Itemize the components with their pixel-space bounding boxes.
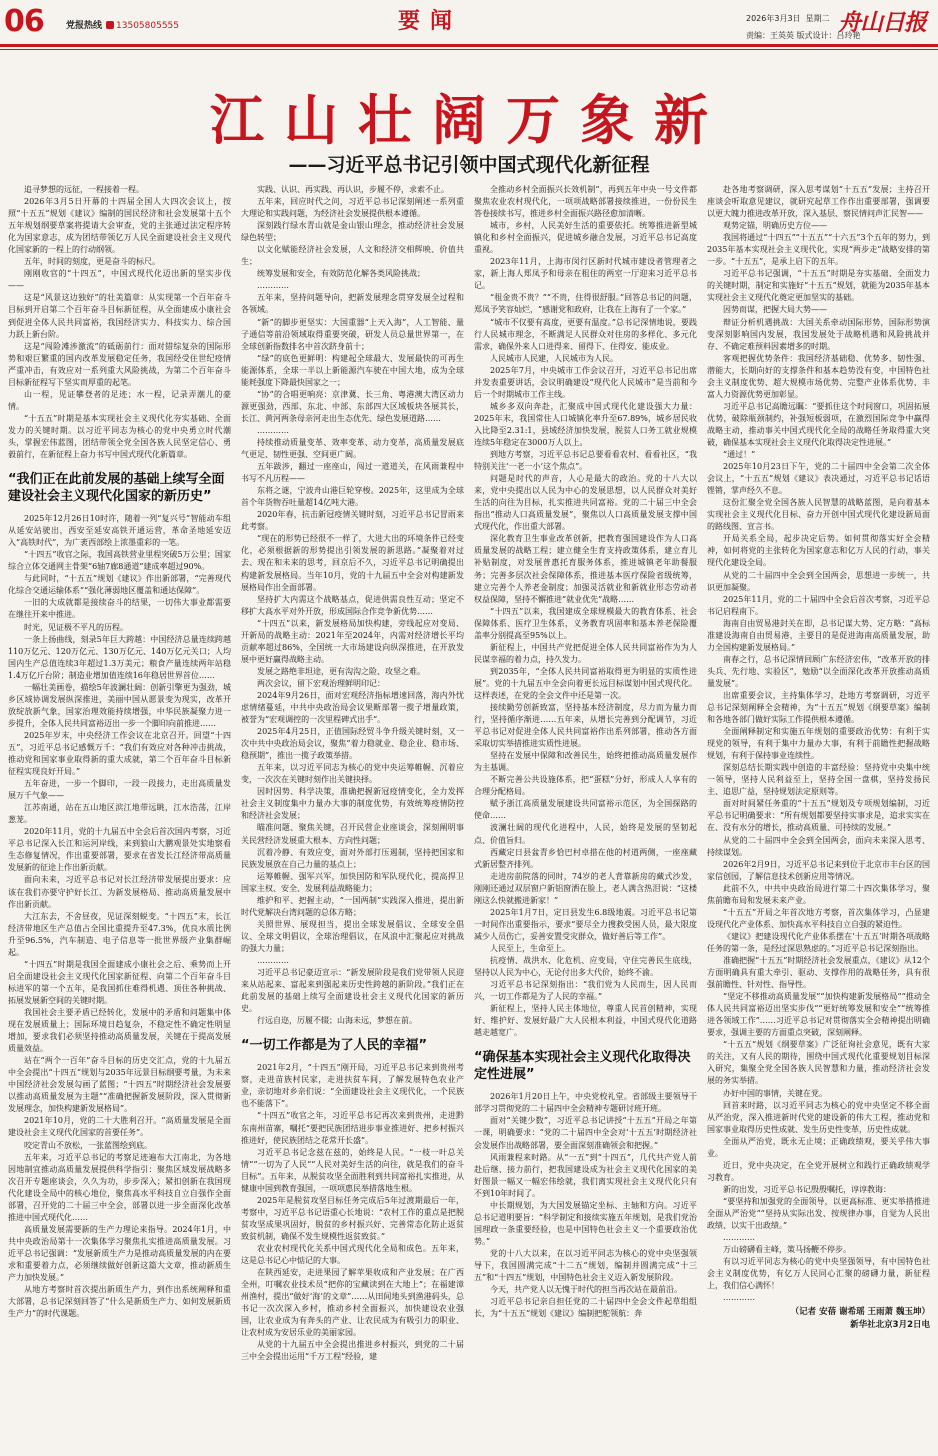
paragraph: 五年来，习近平总书记的考察足迹遍布大江南北，为各地因地制宜推动高质量发展提供科学指引：聚焦区域发展战略多次召开专题座谈会，久久为功，步步深入；紧扣创新在我国现代化建设全局中的核心地位，聚焦高水平科技自立自强作全面部署，召开党的二十届三中全会，部署以进一步全面深化改革推进中国式现代化……	[8, 1152, 231, 1222]
paragraph: 近日，党中央决定，在全党开展树立和践行正确政绩观学习教育。	[707, 1160, 930, 1182]
paragraph: 发展之路绝非坦途，更有沟沟之险、攻坚之难。	[257, 666, 425, 676]
paragraph: 人民至上，生命至上。	[490, 943, 570, 953]
header-rule	[0, 44, 938, 47]
paragraph: 人民城市人民建，人民城市为人民。	[490, 353, 618, 363]
paragraph: 高质量发展需要新的生产力理论来指导。2024年1月，中共中央政治局第十一次集体学习聚焦扎实推进高质量发展。习近平总书记强调：“发展新质生产力是推动高质量发展的内在要求和重要着力点，必须继续做好创新这篇大文章，推动新质生产力加快发展。”	[8, 1224, 231, 1283]
section-heading: “确保基本实现社会主义现代化取得决定性进展”	[474, 1050, 691, 1083]
paragraph: 从党的二十届四中全会到全国两会，思想进一步统一，共识更加凝聚。	[707, 570, 930, 592]
paragraph: 五年来，以习近平同志为核心的党中央运筹帷幄、沉着应变，一次次在关键时刻作出关键抉择。	[241, 763, 464, 785]
paragraph: 新的出发，习近平总书记殷殷嘱托，谆谆教诲：	[723, 1184, 891, 1194]
section-title: 要闻	[398, 9, 463, 34]
paragraph: 回首来时路，以习近平同志为核心的党中央坚定不移全面从严治党，深入推进新时代党的建设新的伟大工程，推动党和国家事业取得历史性成就、发生历史性变革，历史性成就。	[707, 1100, 930, 1134]
paragraph: “租金贵不贵？”“不贵，住得很舒服。”回答总书记的问题，郑凤予笑容灿烂，“感谢党和政府，让我在上海有了一个家。”	[474, 293, 697, 315]
paragraph: 万山磅礴看主峰，策马扬鞭不停步。	[723, 1245, 851, 1255]
paragraph: 坚持在发展中保障和改善民生，始终把推动高质量发展作为主基调。	[474, 751, 697, 773]
hotline-label: 党报热线	[66, 21, 103, 31]
paragraph: 2025年12月26日10时许，随着一列“复兴号”智能动车组从延安站驶出，西安至延安高铁开通运营，革命圣地延安迈入“高铁时代”，为广袤西部绘上浓墨重彩的一笔。	[8, 514, 231, 548]
paragraph: 全面阐释制定和实施五年规划的重要政治优势：有利于实现党的领导，有利于集中力量办大事，有利于前瞻性把握战略规划，有利于保持事业连续性。	[707, 727, 930, 761]
paragraph: 因时因势、科学决策，准确把握新冠疫情变化，全力发挥社会主义制度集中力量办大事的制度优势，有效统筹疫情防控和经济社会发展；	[241, 787, 464, 821]
paragraph: 开局关系全局，起步决定后势。如何贯彻落实好全会精神，如何将党的主张转化为国家意志和亿万人民的行动，事关现代化建设全局。	[707, 534, 930, 568]
page-number: 06	[4, 4, 44, 39]
paragraph: 这是“闯险滩涉激流”的砥砺前行：面对错综复杂的国际形势和艰巨繁重的国内改革发展稳定任务，我国经受住世纪疫情严重冲击，有效应对一系列重大风险挑战，为第二个百年奋斗目标新征程写下坚实而厚重的起笔。	[8, 341, 231, 387]
paragraph: 深刻践行绿水青山就是金山银山理念，推动经济社会发展绿色转型；	[241, 221, 464, 243]
paragraph: 赋予浙江高质量发展建设共同富裕示范区，为全国探路的使命……	[474, 799, 697, 821]
paragraph: 2025年11月，党的二十届四中全会后首次考察，习近平总书记启程南下。	[707, 594, 930, 616]
issue-weekday: 星期二	[805, 14, 830, 23]
paragraph: 面向未来，习近平总书记对长江经济带发展提出要求：应该在我们亦要守护好长江、为新发展格局、推动高质量发展中作出新贡献。	[8, 875, 231, 909]
paragraph: 五年来，坚持问题导向，把新发展理念贯穿发展全过程和各领域。	[241, 293, 464, 315]
paragraph: 我国将通过“十四五”“十五五”“十六五”3个五年的努力，到2035年基本实现社会主义现代化，实现“两步走”战略安排的第一步。“十五五”，是承上启下的五年。	[707, 233, 930, 267]
section-heading: “我们正在此前发展的基础上续写全面建设社会主义现代化国家的新历史”	[8, 472, 225, 505]
paragraph: 客观把握优势条件：我国经济基础稳、优势多、韧性强、潜能大，长期向好的支撑条件和基本趋势没有变，中国特色社会主义制度优势、超大规模市场优势、完整产业体系优势、丰富人力资源优势更加彰显。	[707, 353, 930, 399]
paragraph: 追寻梦想的远征，一程接着一程。	[24, 185, 144, 194]
paragraph: 五年来，回应时代之问，习近平总书记深刻阐述一系列重大理论和实践问题，为经济社会发展提供根本遵循。	[241, 197, 464, 219]
paragraph: 我国社会主要矛盾已经转化，发展中的矛盾和问题集中体现在发展质量上；国际环境日趋复杂，不稳定性不确定性明显增加，要求我们必须坚持推动高质量发展，关键在于提高发展质量效益。	[8, 1008, 231, 1054]
paragraph: 瞄准问题、聚焦关键，召开民营企业座谈会，深刻阐明事关民营经济发展重大根本、方向性问题；	[241, 823, 464, 845]
paragraph: 一条上扬曲线，刻录5年巨大跨越：中国经济总量连续跨越110万亿元、120万亿元、130万亿元、140万亿元关口；人均国内生产总值连续3年超过1.3万美元；粮食产量连续两年站稳1.4万亿斤台阶；制造业增加值连续16年稳居世界首位……	[8, 634, 231, 680]
paragraph: 五年跋涉，翻过一座座山，闯过一道道关，在风雨兼程中书写不凡历程——	[241, 462, 464, 484]
paragraph: 习近平总书记亲自担任党的二十届四中全会文件起草组组长，为“十五五”规划《建议》编制把舵领航：奔	[474, 1297, 697, 1319]
paragraph: “通过！”	[723, 450, 756, 460]
paragraph: 一幅壮美画卷，描绘5年波澜壮阔：创新引擎更为强劲，城乡区域协调发展纵深推进，美丽中国从愿景变为现实，改革开放绽放新气象，国家治理效能持续增强，中华民族凝聚力进一步提升，全体人民共同富裕迈出一步一个脚印向前推进……	[8, 682, 231, 728]
section-heading: “一切工作都是为了人民的幸福”	[241, 1038, 428, 1054]
paragraph: 抗疫情、战洪水、化危机、应变局，守住完善民生底线，坚持以人民为中心，无论付出多大代价，始终不渝。	[474, 956, 697, 978]
paragraph: 海南自由贸易港封关在即，总书记谋大势、定方略：“高标准建设海南自由贸易港，主要目的是促进海南高质量发展，助力全国构建新发展格局。”	[707, 618, 930, 652]
dateline-agency: 新华社北京3月2日电	[850, 1320, 930, 1331]
paragraph: 新征程上，坚持人民主体地位，尊重人民首创精神，实现好、维护好、发展好最广大人民根本利益，中国式现代化道路越走越宽广。	[474, 1004, 697, 1038]
paragraph: 中长期规划，为大国发展锚定坐标、主轴和方向。习近平总书记道明要旨：“科学制定和接续实施五年规划，是我们党治国理政一条重要经验，也是中国特色社会主义一个重要政治优势。”	[474, 1200, 697, 1246]
paragraph: 五年奋进，一步一个脚印，一段一段接力，走出高质量发展万千气象——	[8, 779, 231, 801]
paragraph: 站在“两个一百年”奋斗目标的历史交汇点，党的十九届五中全会提出“十四五”规划与2035年远景目标纲要考量，为未来中国经济社会发展勾画了蓝图；“十四五”时期经济社会发展要以推动高质量发展为主题”“准确把握新发展阶段，深入贯彻新发展理念，加快构建新发展格局”。	[8, 1056, 231, 1114]
paragraph: 2023年11月，上海市闵行区新时代城市建设者管理者之家，新上海人郑凤予和母亲在租住的两室一厅迎来习近平总书记。	[474, 257, 697, 291]
date-line	[746, 13, 830, 24]
paragraph: 维护和平、把握主动，“一国两制”实践深入推进，提出新时代党解决台湾问题的总体方略；	[241, 895, 464, 917]
paragraph: 2025年10月23日下午，党的二十届四中全会第二次全体会议上，“十五五”规划《建议》表决通过，习近平总书记话语铿锵，掌声经久不息。	[707, 462, 930, 496]
paragraph: “十四五”收官之年，习近平总书记再次来到贵州，走进黔东南州苗寨，嘱托“要把民族团结进步事业推进好、把乡村振兴推进好，使民族团结之花常开长盛”。	[241, 1111, 464, 1145]
paragraph: 观势定锚，明确历史方位——	[723, 221, 827, 231]
paragraph: 一旧的大成就都是接续奋斗的结果，一切伟大事业都需要在继往开来中推进。	[8, 598, 231, 620]
paragraph: 行远自迩，厉履不辍；山海未远，梦想在前。	[257, 1016, 417, 1026]
article-column	[474, 184, 697, 1442]
article-column	[707, 184, 930, 1442]
paragraph: “城市不仅要有高度，更要有温度。”总书记深情地说，要践行人民城市理念，不断满足人民群众对住房的多样化、多元化需求，确保外来人口进得来、留得下、住得安、能成业。	[474, 317, 697, 351]
paragraph: 2024年9月26日，面对宏观经济指标增速回落，海内外忧虑情绪蔓延，中共中央政治局会议果断部署一揽子增量政策，被誉为“宏观调控的一次里程碑式出手”。	[241, 690, 464, 725]
paragraph: 《建议》把建设现代化产业体系摆在‘十五五’时期各项战略任务的第一条，是经过深思熟虑的。”习近平总书记深刻指出。	[707, 931, 930, 953]
reporter-byline: （记者 安蓓 谢希瑶 王雨萧 魏玉坤）	[790, 1307, 930, 1318]
paragraph: 习近平总书记高瞻远瞩：“要抓住这个时间窗口，巩固拓展优势，破除瓶颈制约，补强短板弱项，在激烈国际竞争中赢得战略主动，推动事关中国式现代化全局的战略任务取得重大突破，确保基本实现社会主义现代化取得决定性进展。”	[707, 401, 930, 447]
paragraph: “坚定不移推动高质量发展”“加快构建新发展格局”“推动全体人民共同富裕迈出坚实步伐”“更好统筹发展和安全”“统筹推进各领域工作”……习近平总书记对贯彻落实全会精神提出明确要求，强调主要的方面重点突破，深刻阐释。	[707, 992, 930, 1038]
paragraph: 实践、认识、再实践、再认识，步履不停，求索不止。	[257, 185, 449, 194]
paragraph: 2020年11月，党的十九届五中全会后首次国内考察，习近平总书记深入长江和运河岸线，来到狼山大鹏观景处实地察看生态修复情况，作出重要部署，要求在省发长江经济带高质量发展新的征途上作出新贡献。	[8, 827, 231, 873]
paragraph: “现在的形势已经很不一样了，大进大出的环境条件已经变化，必须根据新的形势提出引领发展的新思路。”凝聚着对过去、现在和未来的思考，回京后不久，习近平总书记明确提出构建新发展格局。当年10月，党的十九届五中全会对构建新发展格局作出全面部署。	[241, 534, 464, 592]
paragraph: 城市，乡村，人民美好生活的重要依托。统筹推进新型城镇化和乡村全面振兴，促进城乡融合发展，习近平总书记高度重视。	[474, 221, 697, 255]
paragraph: 2025年岁末，中央经济工作会议在北京召开。回望“十四五”，习近平总书记感慨万千：“我们有效应对各种冲击挑战，推动党和国家事业取得新的重大成就，第二个百年奋斗目标新征程实现良好开局。”	[8, 730, 231, 777]
paragraph: 大江东去，不舍昼夜，见证深刻蜕变。“十四五”末，长江经济带地区生产总值占全国比重提升至47.3%，优良水质比例升至96.5%，汽车制造、电子信息等一批世界级产业集群崛起。	[8, 911, 231, 957]
paragraph: 风雨兼程来时路。从“一五”到“十四五”，几代共产党人前赴后继、接力前行，把我国建设成为社会主义现代化国家的美好图景一幅又一幅宏伟绘就，我们离实现社会主义现代化只有不到10年时间了。	[474, 1152, 697, 1198]
paragraph: 时光，见证极不平凡的历程。	[24, 622, 128, 632]
paragraph: 关照世界、展现担当，提出全球发展倡议、全球安全倡议、全球文明倡议，全球治理倡议，在风浪中汇聚起应对挑战的强大力量；	[241, 919, 464, 953]
hotline-number: 13505805555	[116, 21, 180, 31]
paragraph: 江苏南通，站在五山地区滨江地带远眺，江水浩荡，江岸葱茏。	[8, 803, 231, 825]
phone-icon	[106, 21, 114, 29]
paragraph: 波澜壮阔的现代化进程中，人民，始终是发展的坚韧起点、价值旨归。	[474, 823, 697, 845]
paragraph: 城乡多双向奔赴，汇聚成中国式现代化建设强大力量：2025年末，我国常住人口城镇化率升至67.89%，城乡居民收入比降至2.31:1，县域经济加快发展，脱贫人口务工就业规模连续5年稳定在3000万人以上。	[474, 401, 697, 447]
paragraph: 坚持扩大内需这个战略基点，促进供需良性互动；坚定不移扩大高水平对外开放，形成国际合作竞争新优势……	[241, 594, 464, 616]
paragraph: 从地方考察时首次提出新质生产力，到作出系统阐释和重大部署，总书记深刻回答了“什么是新质生产力、如何发展新质生产力”的时代课题。	[8, 1285, 231, 1319]
paragraph: 与此同时，“十五五”规划《建议》作出新部署，“完善现代化综合交通运输体系”“强化薄弱地区覆盖和通达保障”。	[8, 574, 231, 596]
paragraph: 这是“风景这边独好”的壮美篇章：从实现第一个百年奋斗目标到开启第二个百年奋斗目标新征程，从全面建成小康社会到促进全体人民共同富裕，我国经济实力、科技实力、综合国力跃上新台阶。	[8, 293, 231, 339]
article-body	[8, 184, 930, 1442]
paragraph: 南春之行，总书记深情回顾广东经济宏伟，“改革开放的排头兵、先行地、实验区”，勉励“以全面深化改革开放推动高质量发展”。	[707, 654, 930, 688]
paragraph: “新”的脚步更坚实：大国重器“上天入海”，人工智能、量子通信等前沿领域取得重要突破，研发人员总量世界第一，在全球创新指数排名中首次跻身前十；	[241, 317, 464, 351]
paragraph: 从党的十九届五中全会提出推进乡村振兴，到党的二十届三中全会提出运用“千万工程”经验，建	[241, 1340, 464, 1362]
editors-credit: 责编：王英英 版式设计：吕玲艳	[746, 31, 861, 40]
paragraph: 运筹帷幄、强军兴军，加快国防和军队现代化，提高捍卫国家主权、安全、发展利益战略能力；	[241, 871, 464, 893]
paragraph: “十五五”开局之年首次地方考察，首次集体学习，凸显建设现代化产业体系、加快高水平科技自立自强的紧迫性。	[707, 907, 930, 929]
paragraph: 面对时间紧任务重的“十五五”规划及专项规划编制，习近平总书记明确要求：“所有规划都要坚持实事求是，追求实实在在、没有水分的增长，推动高质量、可持续的发展。”	[707, 799, 930, 833]
paragraph: 深刻总结长期实践中创造的丰富经验：坚持党中央集中统一领导，坚持人民利益至上，坚持全国一盘棋，坚持发扬民主、追思广益，坚持规划法定原则等。	[707, 763, 930, 797]
paragraph: 习近平总书记豪迈宣示：“新发展阶段是我们党带领人民迎来从站起来、富起来到强起来历史性跨越的新阶段。”我们正在此前发展的基础上续写全面建设社会主义现代化国家的新历史。	[241, 968, 464, 1014]
paragraph: 2025年1月7日，定日县发生6.8级地震。习近平总书记第一时间作出重要指示，要求“要尽全力搜救受困人员，最大限度减少人员伤亡，妥善安置受灾群众，做好善后等工作”。	[474, 907, 697, 941]
issue-date: 2026年3月3日	[746, 14, 801, 23]
paragraph: 2021年2月，“十四五”刚开局，习近平总书记来到贵州考察，走进苗族村民家，走进扶贫车间，了解发展特色农业产业，亲切地对乡亲们说：“全面建设社会主义现代化，一个民族也不能落下”。	[241, 1063, 464, 1109]
article-column	[241, 184, 464, 1442]
paragraph: 从党的二十届四中全会到全国两会，面向未来深入思考、持续谋划。	[707, 835, 930, 857]
paragraph: 到2035年，“全体人民共同富裕取得更为明显的实质性进展”。党的十九届五中全会向着更长远目标谋划中国式现代化。这样表述，在党的全会文件中还是第一次。	[474, 666, 697, 700]
article-subtitle: ——习近平总书记引领中国式现代化新征程	[288, 154, 650, 176]
paragraph: 习近平总书记深刻指出：“我们党为人民而生，因人民而兴，一切工作都是为了人民的幸福。”	[474, 980, 697, 1002]
paragraph: “绿”的底色更鲜明：构建起全球最大、发展最快的可再生能源体系，全球一半以上新能源汽车驶在中国大地，成为全球能耗强度下降最快国家之一；	[241, 353, 464, 387]
paragraph: 持续推动质量变革、效率变革、动力变革，高质量发展底气更足、韧性更强、空间更广阔。	[241, 437, 464, 460]
paragraph: 咬定青山不放松，一张蓝图绘到底。	[24, 1140, 152, 1150]
paragraph: “十五五”时期是基本实现社会主义现代化夯实基础、全面发力的关键时期。以习近平同志为核心的党中央勇立时代潮头，掌握宏伟蓝图，团结带领全党全国各族人民坚定信心、勇毅前行，在新征程上奋力书写中国式现代化新篇章。	[8, 413, 231, 460]
paragraph: 刚刚收官的“十四五”，中国式现代化迈出新的坚实步伐——	[8, 269, 231, 291]
column-content	[707, 184, 930, 1304]
paragraph: 农业农村现代化关系中国式现代化全局和成色。五年来，这是总书记心中惦记的大事。	[241, 1243, 464, 1266]
article-headline: 江山壮阔万象新	[210, 89, 728, 152]
paragraph: 党的十八大以来，在以习近平同志为核心的党中央坚强领导下，我国圆满完成“十二五”规划，编制并圆满完成“十三五”和“十四五”规划，中国特色社会主义迈入新发展阶段。	[474, 1248, 697, 1283]
paragraph: 面对“关键少数”，习近平总书记讲授“十五五”开局之年第一课，明确要求：“党的二十届四中全会对‘十五五’时期经济社会发展作出战略部署，要全面深刻准确领会和把握。”	[474, 1116, 697, 1150]
paragraph: “协”的合唱更响亮：京津冀、长三角、粤港澳大湾区动力源更强劲，西部、东北、中部、东部四大区域板块各展其长，长江、黄河两条母亲河走出生态优先、绿色发展道路……	[241, 389, 464, 423]
paragraph: 2025年7月，中央城市工作会议召开，习近平总书记出席并发表重要讲话，会议明确建设“现代化人民城市”是当前和今后一个时期城市工作主线。	[474, 365, 697, 399]
paragraph: “十五五”规划《纲要草案》广泛征询社会意见，既有大家的关注，又有人民的期待，围绕中国式现代化重要规划目标深入研究，集聚全党全国各族人民智慧和力量，推动经济社会发展的务实举措。	[707, 1040, 930, 1086]
paragraph: “十四五”以来，新发展格局加快构建，旁线起应对变局、开新局的战略主动：2021年至2024年，内需对经济增长平均贡献率超过86%，全国统一大市场建设向纵深推进，在开放发展中更好赢得战略主动。	[241, 618, 464, 664]
paragraph: 赴各地考察调研，深入思考谋划“十五五”发展；主持召开座谈会听取意见建议，就研究起草工作作出重要部署，强调要以更大魄力推进改革开放，深入基层、察民情问声汇民智——	[707, 185, 930, 219]
paragraph: 山一程，见证攀登者的足迹；水一程，记录弄潮儿的豪情。	[8, 389, 231, 411]
paragraph: 因势而谋，把握大局大势——	[723, 305, 827, 315]
paragraph: “十四五”以来，我国建成全球规模最大的教育体系、社会保障体系、医疗卫生体系，义务教育巩固率和基本养老保险覆盖率分别提高至95%以上。	[474, 606, 697, 640]
paragraph: 全推动乡村全面振兴长效机制”，再到五年中央一号文件都聚焦农业农村现代化，一项项战略部署接续推进，一份份民生答卷接续书写，推进乡村全面振兴路径愈加清晰。	[474, 185, 697, 219]
paragraph: 今天，共产党人以无愧于时代的担当再次站在最前沿。	[490, 1285, 682, 1295]
paragraph: “十四五”时期是我国全面建成小康社会之后、乘势而上开启全面建设社会主义现代化国家新征程、向第二个百年奋斗目标进军的第一个五年，是我国抓住难得机遇、顶住各种挑战、拓展发展新空间的关键时期。	[8, 959, 231, 1005]
newspaper-logo: 舟山日报	[838, 9, 926, 36]
paragraph: 沉着冷静、有效应变，面对外部打压遏制，坚持把国家和民族发展放在自己力量的基点上；	[241, 847, 464, 869]
paragraph: 全面从严治党，既永无止境；正确政绩观，要关乎伟大事业。	[707, 1136, 930, 1158]
paragraph: 2026年2月9日，习近平总书记来到位于北京市丰台区的国家信创园，了解信息技术创新应用等情况。	[707, 859, 930, 881]
paragraph: 此前不久，中共中央政治局进行第二十四次集体学习，聚焦前瞻布局和发展未来产业。	[707, 883, 930, 905]
header-rule-thin	[0, 49, 938, 50]
paragraph: 办好中国的事情，关键在党。	[723, 1088, 827, 1098]
paragraph: 2026年3月5日开幕的十四届全国人大四次会议上，按照“十五五”规划《建议》编制的国民经济和社会发展第十五个五年规划纲要草案将提请大会审查，党的主张通过法定程序转化为国家意志，成为团结带领亿万人民全面建设社会主义现代化国家新的一程上的行动纲领。	[8, 197, 231, 255]
paragraph: 习近平总书记念兹在兹的，始终是人民。“一枝一叶总关情”“一切为了人民”“人民对美好生活的向往，就是我们的奋斗目标”。五年来，从脱贫攻坚全面胜利到共同富裕扎实推进，从健康中国到教育强国，一项项惠民举措落地生根。	[241, 1147, 464, 1193]
paragraph: 2020年春，抗击新冠疫情关键时刻，习近平总书记冒雨来此考察。	[241, 510, 464, 532]
paragraph: 西藏定日县盆青乡恰巴村卓措在他的村道两侧，一座座藏式新居整齐排列。	[474, 847, 697, 869]
paragraph: 东将之谜，宁波舟山港巨轮穿梭。2025年，这里成为全球首个年货物吞吐量超14亿吨大港。	[241, 486, 464, 508]
paragraph: 不断完善公共设施体系，把“蛋糕”分好，形成人人享有的合理分配格局。	[474, 775, 697, 797]
paragraph: 在陕西延安，走进果园了解苹果收成和产业发展；在广西全州，叮嘱农业技术员“把你的宝藏读到在大地上”；在福建漳州渔村，提出“做好‘海’的文章”……从田间地头到渔港码头，总书记一次次深入乡村，推动乡村全面振兴，加快建设农业强国，让农业成为有奔头的产业、让农民成为有吸引力的职业、让农村成为安居乐业的美丽家园。	[241, 1268, 464, 1338]
paragraph: 以文化赋能经济社会发展，人文和经济交相辉映、价值共生；	[241, 245, 464, 267]
paragraph: …………	[257, 425, 289, 435]
paragraph: 习近平总书记强调，“十五五”时期是夯实基础、全面发力的关键时期，制定和实施好“十五五”规划，就能为2035年基本实现社会主义现代化奠定更加坚实的基础。	[707, 269, 930, 303]
paragraph: 有以习近平同志为核心的党中央坚强领导，有中国特色社会主义制度优势，有亿万人民同心汇聚的磅礴力量，新征程上，我们信心满怀！	[707, 1257, 930, 1291]
paragraph: …………	[257, 956, 289, 965]
paragraph: 接续勤劳创新致富，坚持基本经济制度，尽力而为量力而行，坚持循序渐进……五年来，从增长完善到分配调节，习近平总书记对促进全体人民共同富裕作出系列部署，推动各方面采取切实举措推进实质性进展。	[474, 703, 697, 749]
paragraph: …………	[723, 1293, 755, 1303]
paragraph: 2025年4月25日，正值国际经贸斗争升级关键时刻，又一次中共中央政治局会议，聚焦“着力稳就业、稳企业、稳市场、稳预期”，推出一揽子政策举措。	[241, 727, 464, 761]
paragraph: 出席重要会议，主持集体学习，赴地方考察调研，习近平总书记深刻阐释全会精神，为“十五五”规划《纲要草案》编制和各地各部门做好实际工作提供根本遵循。	[707, 690, 930, 725]
paragraph: 到地方考察，习近平总书记总要看看农村、看看社区，“我特别关注‘一老一小’这个焦点”。	[474, 450, 697, 472]
paragraph: 准确把握“十五五”时期经济社会发展重点，《建议》从12个方面明确具有重大牵引、驱动、支撑作用的战略任务，具有很强前瞻性、针对性、指导性。	[707, 956, 930, 990]
paragraph: 辩证分析机遇挑战：大国关系牵动国际形势，国际形势演变深刻影响国内发展，我国发展处于战略机遇和风险挑战并存、不确定难预料因素增多的时期。	[707, 317, 930, 351]
paragraph: “十四五”收官之际，我国高铁营业里程突破5万公里；国家综合立体交通网主骨架“6轴7廊8通道”建成率超过90%。	[8, 550, 231, 572]
paragraph: …………	[723, 1233, 755, 1243]
paragraph: 两次会议，留下宏观治理鲜明印记：	[257, 678, 385, 688]
paragraph: 新征程上，中国共产党把促进全体人民共同富裕作为为人民谋幸福的着力点，持久发力。	[474, 642, 697, 664]
hotline	[66, 18, 179, 31]
paragraph: 深化教育卫生事业改革创新，把教育强国建设作为人口高质量发展的战略工程；建立健全生育支持政策体系，建立育儿补贴制度，对发展普惠托育服务体系，推进城镇老年助餐服务；完善多层次社会保障体系，推进基本医疗保险省级统筹，建立完善个人养老金制度；加强灵活就业和新就业形态劳动者权益保障，坚持不懈推进“就业优先”战略……	[474, 534, 697, 604]
paragraph: 问题是时代的声音，人心是最大的政治。党的十八大以来，党中央提出以人民为中心的发展思想，以人民群众对美好生活的向往为目标，扎实推进共同富裕。党的二十届三中全会指出“推动人口高质量发展”，聚焦以人口高质量发展支撑中国式现代化，作出重大部署。	[474, 474, 697, 532]
paragraph: 2026年1月20日上午，中央党校礼堂。省部级主要领导干部学习贯彻党的二十届四中全会精神专题研讨班开班。	[474, 1092, 697, 1114]
paragraph: 走进房前院落的同时，74岁的老人背靠新房的藏式沙发，刚刚还通过双层窗户新铝窗洒在脸上，老人满含热泪说：“这楼刚这么快就搬进新家！”	[474, 871, 697, 905]
article-column	[8, 184, 231, 1442]
paragraph: 统筹发展和安全，有效防范化解各类风险挑战；	[257, 269, 425, 279]
paragraph: …………	[257, 281, 289, 291]
paragraph: 2021年10月，党的二十大胜利召开。“高质量发展是全面建设社会主义现代化国家的首要任务”。	[8, 1116, 231, 1138]
paragraph: “要坚持和加强党的全面领导，以更高标准、更实举措推进全面从严治党”“坚持从实际出发、按规律办事，自觉为人民出政绩、以实干出政绩。”	[707, 1196, 930, 1231]
paragraph: 2025年是脱贫攻坚目标任务完成后5年过渡期最后一年，考察中，习近平总书记语重心长地说：“农村工作的重点是把脱贫攻坚成果巩固好，脱贫的乡村振兴好、完善常态化防止返贫致贫机制，确保不发生规模性返贫致贫。”	[241, 1195, 464, 1241]
paragraph: 这份汇聚全党全国各族人民智慧的战略蓝图，是向着基本实现社会主义现代化目标、奋力开创中国式现代化建设新局面的路线图、宣言书。	[707, 498, 930, 532]
paragraph: 五年，时间的刻度，更是奋斗的标尺。	[24, 257, 160, 267]
